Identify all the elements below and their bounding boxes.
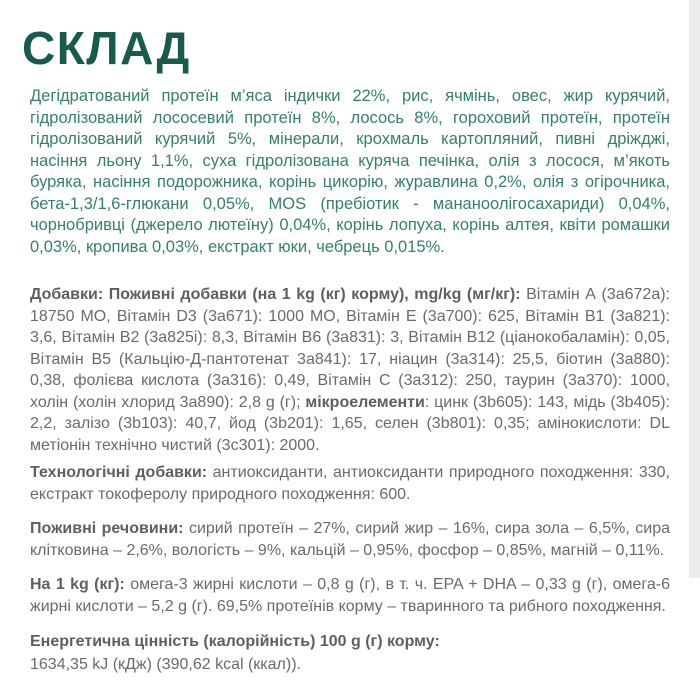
additives-trace-elements: : цинк (3b605): 143, мідь (3b405): 2,2, залізо (3b103): 40,7, йод (3b201): 1,65, селен (3b801): 0,35; амінокислоти: DL метіонін технічно чистий (3c301): 2000. — [30, 393, 670, 454]
ingredients-paragraph: Дегідратований протеїн м’яса індички 22%, рис, ячмінь, овес, жир курячий, гідролізований лососевий протеїн 8%, лосось 8%, гороховий протеїн, протеїн гідролізований курячий 5%, мінерали, крохмаль картопляний, пивні дріжджі, насіння льону 1,1%, суха гідролізована куряча печінка, олія з лосося, м’якоть буряка, насіння подорожника, корінь цикорію, журавлина 0,2%, олія з огірочника, бета-1,3/1,6-глюкани 0,05%, MOS (пребіотик - мананоолігосахариди) 0,04%, чорнобривці (джерело лютеїну) 0,04%, корінь лопуха, корінь алтея, квіти ромашки 0,03%, кропива 0,03%, екстракт юки, чебрець 0,015%. — [30, 87, 670, 256]
energy-paragraph — [30, 630, 670, 676]
nutrients-lead: Поживні речовини: — [30, 520, 184, 538]
technological-additives-lead: Технологічні добавки: — [30, 464, 208, 482]
technological-additives-paragraph — [30, 462, 670, 505]
energy-heading: Енергетична цінність (калорійність) 100 g (г) корму: — [30, 633, 440, 651]
page-title: СКЛАД — [22, 22, 191, 74]
nutrients-text: сирий протеїн – 27%, сирий жир – 16%, сира зола – 6,5%, сира клітковина – 2,6%, вологість – 9%, кальцій – 0,95%, фосфор – 0,85%, магній – 0,11%. — [30, 520, 671, 559]
per-kg-text: омега-3 жирні кислоти – 0,8 g (г), в т. ч. EPA + DHA – 0,33 g (г), омега-6 жирні кислоти – 5,2 g (г). 69,5% протеїнів корму – тваринного та рибного походження. — [30, 576, 671, 615]
image-edge-strip — [689, 0, 700, 578]
technological-additives-text: антиоксиданти, антиоксиданти природного походження: 330, екстракт токоферолу природного походження: 600. — [30, 464, 670, 503]
nutrients-paragraph — [30, 518, 670, 561]
trace-elements-lead: мікроелементи — [305, 393, 425, 411]
additives-paragraph — [30, 284, 670, 456]
per-kg-paragraph — [30, 574, 670, 617]
energy-value: 1634,35 kJ (кДж) (390,62 kcal (ккал)). — [30, 656, 301, 674]
additives-vitamins: Вітамін А (3a672a): 18750 МО, Вітамін D3 (3a671): 1000 МО, Вітамін Е (3a700): 625, Вітамін В1 (3a821): 3,6, Вітамін В2 (3a825i): 8,3, Вітамін В6 (3a831): 3, Вітамін В12 (ціанокобаламін): 0,05, Вітамін В5 (Кальцію-Д-пантотенат 3a841): 17, ніацин (3a314): 25,5, біотин (3a880): 0,38, фолієва кислота (3a316): 0,49, Вітамін С (3a312): 250, таурин (3a370): 1000, холін (холін хлорид 3a890): 2,8 g (г); — [30, 286, 670, 411]
additives-lead: Добавки: Поживні добавки (на 1 kg (кг) корму), mg/kg (мг/кг): — [30, 286, 521, 304]
per-kg-lead: На 1 kg (кг): — [30, 576, 125, 594]
